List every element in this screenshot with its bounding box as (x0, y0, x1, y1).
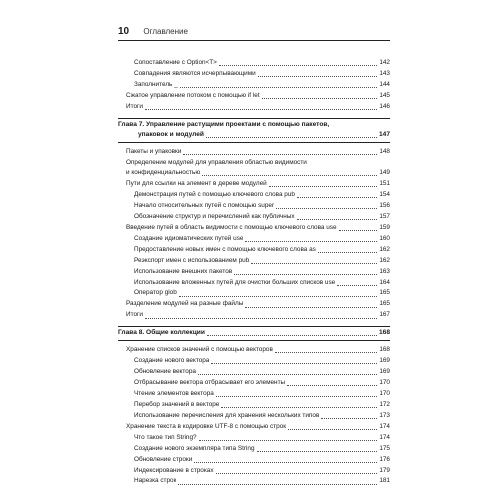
toc-entry (118, 234, 390, 245)
toc-entry-title: Создание идиоматических путей use (134, 234, 244, 242)
toc-leader-dots (321, 418, 377, 419)
toc-entry-page: 143 (379, 69, 390, 77)
toc-entry-title: Использование внешних пакетов (134, 267, 233, 275)
toc-entry (118, 256, 390, 267)
toc-entry-page: 148 (379, 148, 390, 156)
toc-entry-title: Что такое тип String? (134, 433, 197, 441)
toc-entry (118, 168, 390, 179)
toc-leader-dots (245, 241, 377, 242)
toc-entry-title: Введение путей в область видимости с помощью ключевого слова use (126, 223, 337, 231)
toc-leader-dots (275, 352, 377, 353)
toc-entry (118, 179, 390, 190)
toc-leader-dots (179, 296, 378, 297)
toc-entry-title: Нарезка строк (134, 477, 177, 485)
toc-entry-title: Пути для ссылки на элемент в дереве модулей (126, 180, 267, 188)
toc-entry-page: 179 (379, 466, 390, 474)
toc-leader-dots (145, 109, 377, 110)
toc-entry (118, 91, 390, 102)
toc-leader-dots (178, 484, 377, 485)
toc-leader-dots (216, 396, 378, 397)
toc-leader-dots (202, 175, 377, 176)
toc-entry-title: Реэкспорт имен с использованием pub (134, 256, 250, 264)
toc-entry-title: Создание нового вектора (134, 357, 210, 365)
toc-chapter (118, 326, 390, 339)
toc-entry-title: Разделение модулей на разные файлы (126, 300, 244, 308)
toc-entry-page: 167 (379, 311, 390, 319)
toc-leader-dots (194, 462, 377, 463)
toc-entry (118, 130, 390, 141)
toc-entry-title: Чтение элементов вектора (134, 389, 214, 397)
toc-entry (118, 378, 390, 389)
toc-leader-dots (206, 137, 377, 138)
toc-leader-dots (221, 407, 377, 408)
toc-leader-dots (297, 219, 378, 220)
toc-entry-page: 154 (379, 191, 390, 199)
toc-entry-page: 144 (379, 80, 390, 88)
toc-entry-page: 160 (379, 234, 390, 242)
toc-leader-dots (251, 263, 377, 264)
table-of-contents (118, 58, 390, 487)
toc-entry-page: 157 (379, 212, 390, 220)
toc-leader-dots (288, 429, 377, 430)
toc-entry-title: Заполнитель _ (134, 80, 178, 88)
toc-entry-page: 149 (379, 169, 390, 177)
toc-entry (118, 278, 390, 289)
toc-entry-page: 170 (379, 389, 390, 397)
toc-entry-title: Использование вложенных путей для очистки больших списков use (134, 278, 336, 286)
toc-entry (118, 389, 390, 400)
toc-leader-dots (339, 230, 378, 231)
toc-entry-page: 163 (379, 267, 390, 275)
page-number: 10 (118, 26, 130, 37)
toc-entry (118, 455, 390, 466)
toc-entry (118, 223, 390, 234)
toc-entry-title: Итоги (126, 102, 143, 110)
toc-entry-title: Использование перечисления для хранения нескольких типов (134, 411, 320, 419)
toc-entry-page: 172 (379, 400, 390, 408)
toc-entry-page: 170 (379, 379, 390, 387)
toc-entry (118, 245, 390, 256)
toc-leader-dots (257, 451, 378, 452)
toc-entry-page: 174 (379, 422, 390, 430)
toc-leader-dots (180, 87, 378, 88)
toc-entry (118, 69, 390, 80)
toc-entry-page: 176 (379, 455, 390, 463)
toc-leader-dots (269, 186, 378, 187)
toc-entry-title: Хранение списков значений с помощью векторов (126, 346, 273, 354)
toc-entry (118, 310, 390, 321)
toc-entry-title: Итоги (126, 311, 143, 319)
toc-entry (118, 58, 390, 69)
toc-leader-dots (199, 440, 378, 441)
toc-entry-page: 173 (379, 411, 390, 419)
toc-entry-page: 165 (379, 300, 390, 308)
toc-entry (118, 400, 390, 411)
toc-entry-page: 162 (379, 256, 390, 264)
toc-entry-title: Совпадения являются исчерпывающими (134, 69, 256, 77)
toc-leader-dots (207, 335, 377, 336)
toc-entry-page: 165 (379, 289, 390, 297)
toc-entry (118, 299, 390, 310)
toc-leader-dots (216, 473, 378, 474)
toc-entry-page: 156 (379, 201, 390, 209)
toc-entry-title: Отбрасывание вектора отбрасывает его элементы (134, 379, 286, 387)
toc-entry (118, 288, 390, 299)
toc-entry-title: Оператор glob (134, 289, 177, 297)
toc-entry-multiline (118, 158, 390, 179)
toc-leader-dots (258, 76, 378, 77)
toc-chapter-title-line: Глава 7. Управление растущими проектами с помощью пакетов, (118, 120, 330, 128)
toc-entry (118, 190, 390, 201)
toc-entry-title: Пакеты и упаковки (126, 148, 182, 156)
toc-entry-title: Перебор значений в векторе (134, 400, 220, 408)
toc-entry (118, 433, 390, 444)
toc-entry-page: 146 (379, 102, 390, 110)
toc-entry-page: 174 (379, 433, 390, 441)
toc-entry (118, 80, 390, 91)
toc-entry-page: 145 (379, 91, 390, 99)
toc-leader-dots (262, 98, 378, 99)
toc-entry (118, 476, 390, 487)
toc-entry-title: Индексирование в строках (134, 466, 214, 474)
toc-entry (118, 411, 390, 422)
toc-entry-title: Обновление строки (134, 455, 193, 463)
toc-entry (118, 367, 390, 378)
toc-entry-page: 168 (379, 346, 390, 354)
toc-entry-page: 169 (379, 368, 390, 376)
toc-entry (118, 345, 390, 356)
toc-entry (118, 466, 390, 477)
toc-entry (118, 444, 390, 455)
toc-entry-page: 159 (379, 223, 390, 231)
toc-entry (118, 201, 390, 212)
toc-entry-title: Обновление вектора (134, 368, 196, 376)
toc-entry-page: 151 (379, 180, 390, 188)
toc-leader-dots (145, 318, 377, 319)
toc-leader-dots (297, 197, 377, 198)
toc-entry-title: Предоставление новых имен с помощью ключевого слова as (134, 245, 316, 253)
toc-entry (118, 422, 390, 433)
toc-entry-title: Сжатое управление потоком с помощью if let (126, 91, 260, 99)
toc-entry (118, 267, 390, 278)
toc-entry-page: 164 (379, 278, 390, 286)
toc-leader-dots (287, 385, 377, 386)
toc-entry-title: упаковок и модулей (138, 131, 204, 139)
toc-entry-page: 169 (379, 357, 390, 365)
toc-entry (118, 328, 390, 339)
toc-chapter (118, 118, 390, 141)
toc-leader-dots (198, 374, 377, 375)
toc-entry (118, 102, 390, 113)
toc-leader-dots (276, 208, 377, 209)
toc-entry-page: 147 (378, 131, 390, 139)
toc-leader-dots (337, 285, 377, 286)
toc-leader-dots (211, 363, 377, 364)
toc-entry-page: 175 (379, 444, 390, 452)
toc-leader-dots (219, 65, 377, 66)
toc-entry-page: 142 (379, 58, 390, 66)
toc-entry-page: 181 (379, 477, 390, 485)
toc-entry-title: и конфиденциальностью (126, 169, 201, 177)
toc-entry-title: Глава 8. Общие коллекции (118, 329, 205, 337)
toc-leader-dots (245, 307, 377, 308)
toc-entry (118, 147, 390, 158)
running-title: Оглавление (143, 27, 188, 36)
toc-leader-dots (183, 154, 377, 155)
toc-leader-dots (234, 274, 377, 275)
toc-entry-title: Сопоставление с Option<T> (134, 58, 217, 66)
toc-entry (118, 356, 390, 367)
toc-entry-title: Начало относительных путей с помощью super (134, 201, 275, 209)
toc-entry (118, 212, 390, 223)
toc-entry-title: Демонстрация путей с помощью ключевого слова pub (134, 191, 295, 199)
toc-entry-title: Создание нового экземпляра типа String (134, 444, 255, 452)
toc-entry-page: 168 (378, 329, 390, 337)
toc-entry-title: Хранение текста в кодировке UTF-8 с помощью строк (126, 422, 286, 430)
toc-entry-page: 162 (379, 245, 390, 253)
toc-leader-dots (318, 252, 377, 253)
toc-entry-title-line: Определение модулей для управления областью видимости (126, 158, 307, 166)
page-header (118, 26, 390, 41)
toc-entry-title: Обозначение структур и перечислений как публичных (134, 212, 295, 220)
